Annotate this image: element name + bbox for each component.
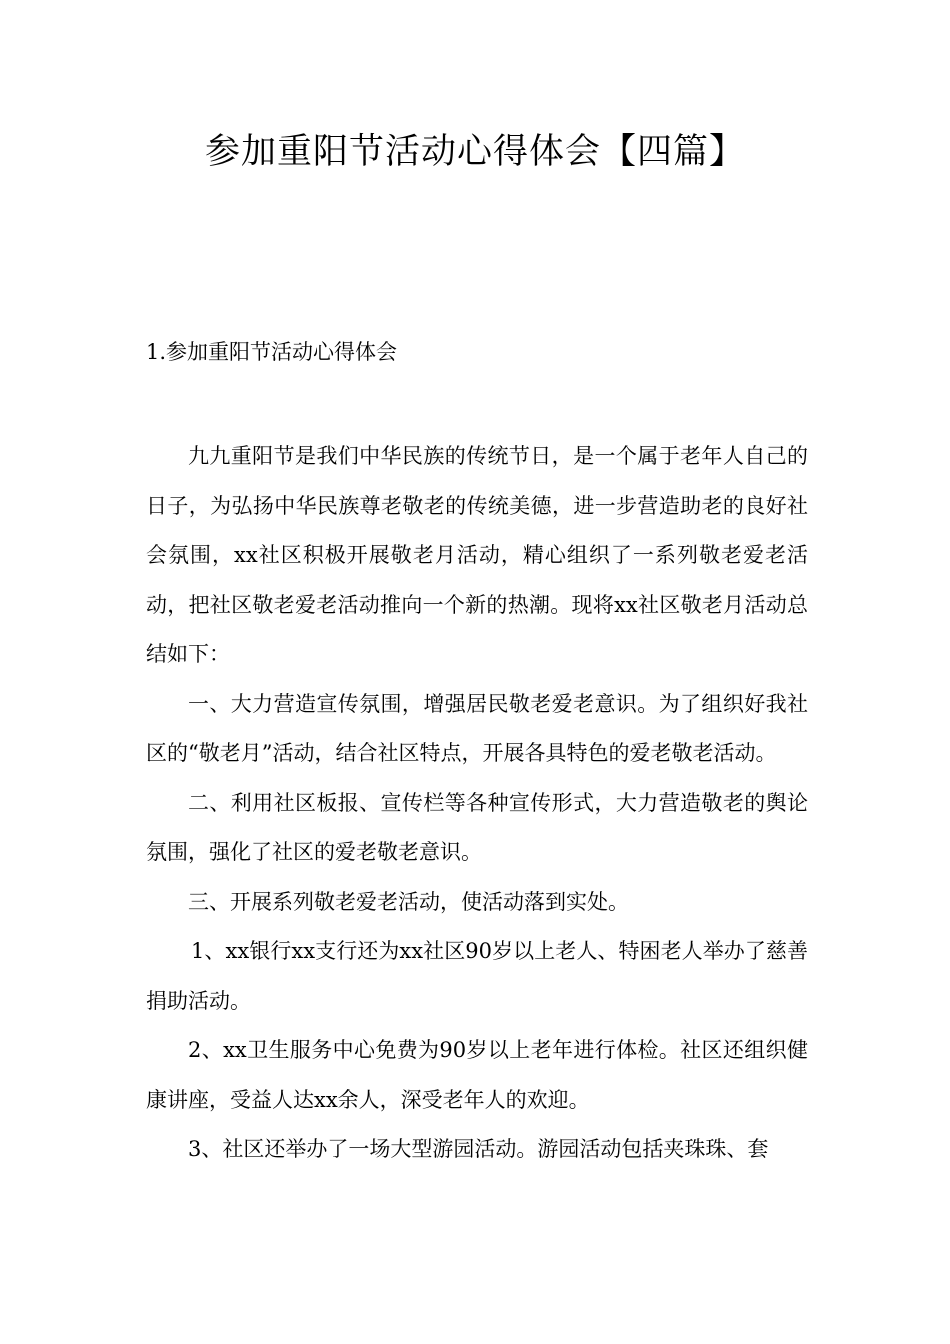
section-heading: 1.参加重阳节活动心得体会 (146, 340, 398, 364)
paragraph-point-two: 二、利用社区板报、宣传栏等各种宣传形式，大力营造敬老的舆论氛围，强化了社区的爱老敬老意识。 (146, 790, 808, 864)
paragraph-point-one: 一、大力营造宣传氛围，增强居民敬老爱老意识。为了组织好我社区的“敬老月”活动，结合社区特点，开展各具特色的爱老敬老活动。 (146, 691, 808, 765)
paragraph-item-1: 1、xx银行xx支行还为xx社区90岁以上老人、特困老人举办了慈善捐助活动。 (146, 939, 808, 1013)
document-body (146, 432, 808, 1175)
paragraph-item-2: 2、xx卫生服务中心免费为90岁以上老年进行体检。社区还组织健康讲座，受益人达xx余人，深受老年人的欢迎。 (146, 1038, 808, 1112)
paragraph-point-three: 三、开展系列敬老爱老活动，使活动落到实处。 (188, 889, 629, 914)
document-title: 参加重阳节活动心得体会【四篇】 (204, 132, 745, 172)
paragraph-item-3: 3、社区还举办了一场大型游园活动。游园活动包括夹珠珠、套 (188, 1137, 769, 1161)
paragraph-intro: 九九重阳节是我们中华民族的传统节日，是一个属于老年人自己的日子，为弘扬中华民族尊老敬老的传统美德，进一步营造助老的良好社会氛围，xx社区积极开展敬老月活动，精心组织了一系列敬老爱老活动，把社区敬老爱老活动推向一个新的热潮。现将xx社区敬老月活动总结如下： (146, 444, 808, 666)
